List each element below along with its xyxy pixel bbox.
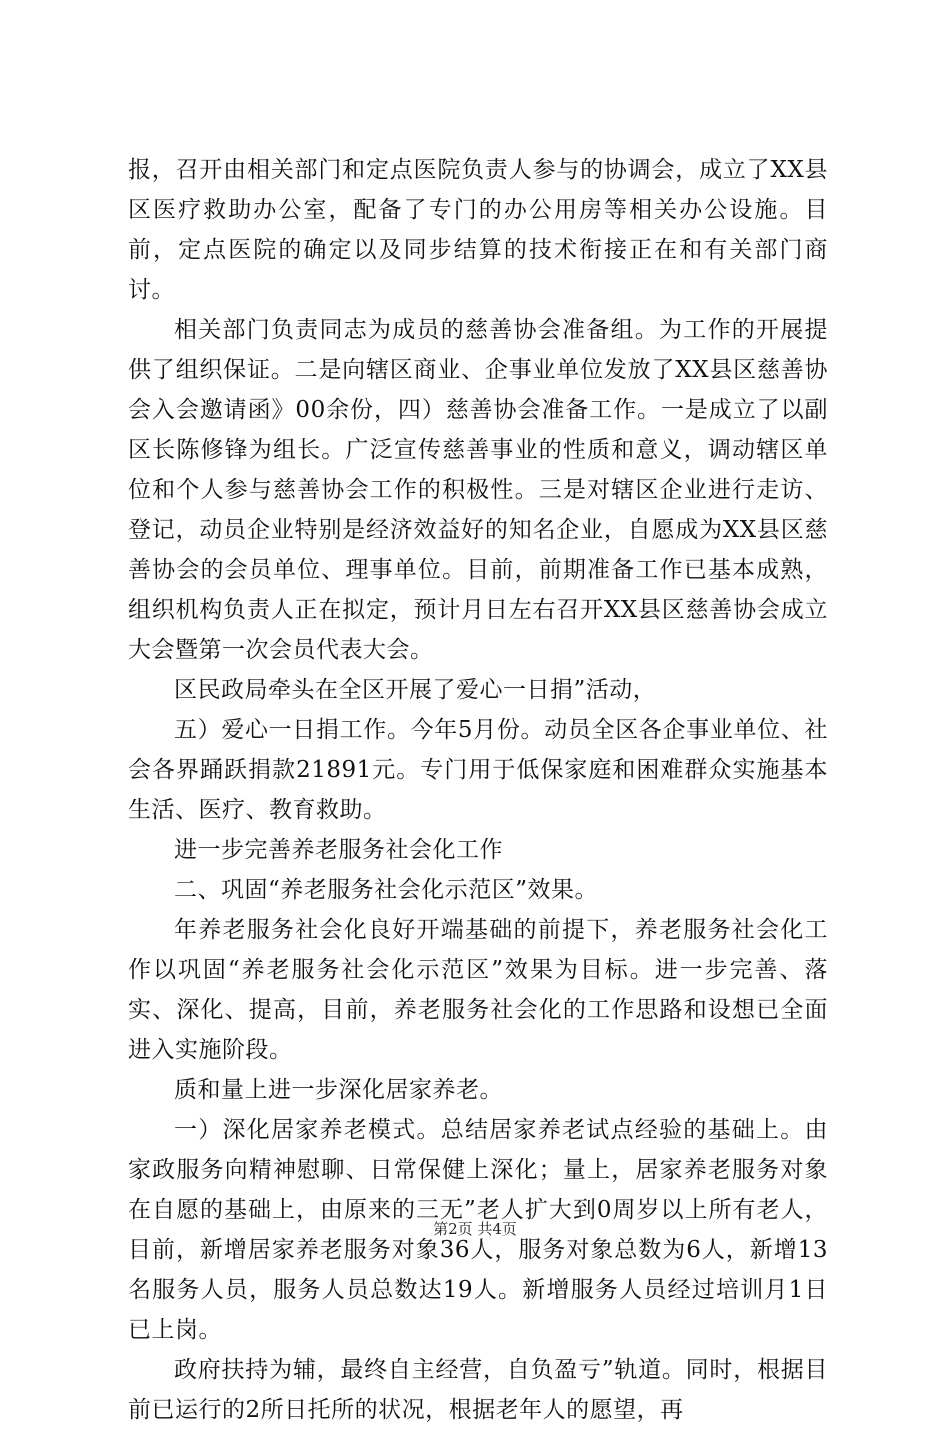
paragraph-elderly-service-heading: 进一步完善养老服务社会化工作 <box>174 837 503 863</box>
paragraph-home-care-heading: 质和量上进一步深化居家养老。 <box>174 1077 503 1103</box>
paragraph-love-donation-intro: 区民政局牵头在全区开展了爱心一日捐”活动， <box>174 677 657 703</box>
paragraph-continuation: 报，召开由相关部门和定点医院负责人参与的协调会，成立了XX县区医疗救助办公室，配备了专门的办公用房等相关办公设施。目前，定点医院的确定以及同步结算的技术衔接正在和有关部门商讨。 <box>128 157 828 303</box>
paragraph-home-care-model: 一）深化居家养老模式。总结居家养老试点经验的基础上。由家政服务向精神慰聊、日常保健上深化；量上，居家养老服务对象在自愿的基础上，由原来的三无”老人扩大到0周岁以上所有老人，目前，新增居家养老服务对象36人，服务对象总数为6人，新增13名服务人员，服务人员总数达19人。新增服务人员经过培训月1日已上岗。 <box>128 1117 828 1343</box>
paragraph-love-donation-work: 五）爱心一日捐工作。今年5月份。动员全区各企事业单位、社会各界踊跃捐款21891元。专门用于低保家庭和困难群众实施基本生活、医疗、教育救助。 <box>128 717 828 823</box>
paragraph-elderly-service-goal: 年养老服务社会化良好开端基础的前提下，养老服务社会化工作以巩固“养老服务社会化示范区”效果为目标。进一步完善、落实、深化、提高，目前，养老服务社会化的工作思路和设想已全面进入实施阶段。 <box>128 917 828 1063</box>
paragraph-section-two-heading: 二、巩固“养老服务社会化示范区”效果。 <box>174 877 599 903</box>
paragraph-government-support: 政府扶持为辅，最终自主经营，自负盈亏”轨道。同时，根据目前已运行的2所日托所的状况，根据老年人的愿望，再 <box>128 1357 828 1423</box>
page-number-footer: 第2页 共4页 <box>433 1220 517 1238</box>
paragraph-charity-association: 相关部门负责同志为成员的慈善协会准备组。为工作的开展提供了组织保证。二是向辖区商业、企事业单位发放了XX县区慈善协会入会邀请函》00余份，四）慈善协会准备工作。一是成立了以副区长陈修锋为组长。广泛宣传慈善事业的性质和意义，调动辖区单位和个人参与慈善协会工作的积极性。三是对辖区企业进行走访、登记，动员企业特别是经济效益好的知名企业，自愿成为XX县区慈善协会的会员单位、理事单位。目前，前期准备工作已基本成熟，组织机构负责人正在拟定，预计月日左右召开XX县区慈善协会成立大会暨第一次会员代表大会。 <box>128 317 828 663</box>
